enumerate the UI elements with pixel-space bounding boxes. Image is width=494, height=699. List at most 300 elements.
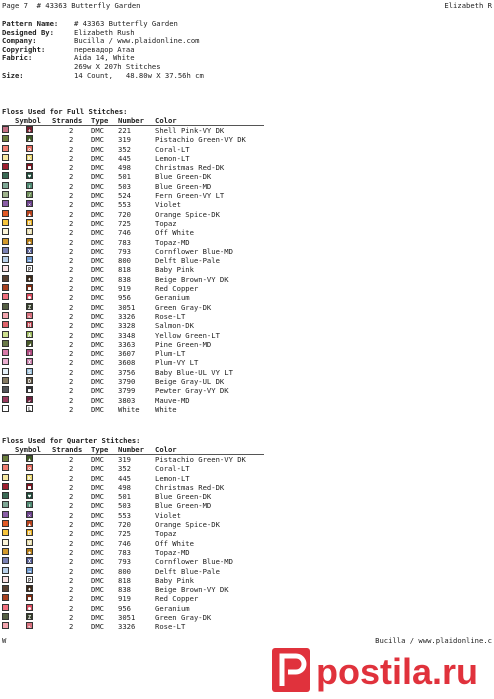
floss-color-swatch <box>2 172 9 179</box>
floss-number: 501 <box>118 492 131 502</box>
floss-color-name: Geranium <box>155 603 190 613</box>
floss-color-name: Shell Pink-VY DK <box>155 126 225 135</box>
floss-type: DMC <box>91 482 104 492</box>
floss-symbol: A <box>27 332 31 338</box>
footer-left-text: W <box>2 636 7 645</box>
floss-symbol: V <box>27 540 31 546</box>
floss-strands: 2 <box>69 246 74 256</box>
floss-type: DMC <box>91 135 104 145</box>
column-header: Color <box>155 445 177 454</box>
floss-symbol: ↑ <box>27 183 31 189</box>
floss-type: DMC <box>91 575 104 585</box>
floss-symbol: ♦ <box>27 587 31 593</box>
floss-number: 3363 <box>118 339 136 349</box>
floss-color-name: Beige Brown-VY DK <box>155 274 229 284</box>
column-header: Type <box>91 445 109 454</box>
floss-color-swatch <box>2 368 9 375</box>
floss-number: 838 <box>118 274 131 284</box>
floss-symbol: ↑ <box>27 503 31 509</box>
floss-symbol: → <box>27 258 31 264</box>
floss-type: DMC <box>91 594 104 604</box>
floss-color-swatch <box>2 321 9 328</box>
floss-symbol: ↑ <box>27 351 31 357</box>
floss-symbol: ■ <box>27 388 31 394</box>
floss-strands: 2 <box>69 274 74 284</box>
floss-type: DMC <box>91 172 104 182</box>
floss-strands: 2 <box>69 135 74 145</box>
floss-color-swatch <box>2 386 9 393</box>
floss-type: DMC <box>91 557 104 567</box>
floss-color-name: Red Copper <box>155 594 199 604</box>
floss-color-name: Delft Blue-Pale <box>155 566 220 576</box>
floss-strands: 2 <box>69 594 74 604</box>
floss-type: DMC <box>91 603 104 613</box>
floss-type: DMC <box>91 358 104 368</box>
floss-symbol: ▲ <box>27 457 31 462</box>
floss-number: 503 <box>118 501 131 511</box>
floss-type: DMC <box>91 473 104 483</box>
floss-color-name: Beige Brown-VY DK <box>155 585 229 595</box>
floss-symbol: ♥ <box>27 494 31 500</box>
watermark-text: postila.ru <box>316 651 479 692</box>
floss-type: DMC <box>91 274 104 284</box>
floss-number: 3051 <box>118 302 136 312</box>
floss-strands: 2 <box>69 603 74 613</box>
floss-strands: 2 <box>69 218 74 228</box>
info-label: Fabric: <box>2 53 33 63</box>
floss-number: 3790 <box>118 377 136 387</box>
info-label: Designed By: <box>2 27 54 37</box>
floss-color-name: Lemon-LT <box>155 153 190 163</box>
floss-color-name: Geranium <box>155 293 190 303</box>
floss-number: 352 <box>118 464 131 474</box>
floss-number: 783 <box>118 237 131 247</box>
floss-number: 720 <box>118 209 131 219</box>
floss-strands: 2 <box>69 575 74 585</box>
floss-color-swatch <box>2 474 9 481</box>
info-value: 14 Count, 48.80w X 37.56h cm <box>74 70 204 80</box>
floss-strands: 2 <box>69 339 74 349</box>
full-stitches-divider <box>2 125 264 126</box>
column-header: Number <box>118 116 144 125</box>
column-header: Symbol <box>15 445 41 454</box>
info-label: Pattern Name: <box>2 19 59 28</box>
floss-color-name: Mauve-MD <box>155 395 190 405</box>
floss-symbol: ✕ <box>27 512 31 518</box>
floss-type: DMC <box>91 510 104 520</box>
floss-number: 3326 <box>118 622 136 632</box>
floss-strands: 2 <box>69 349 74 359</box>
floss-color-swatch <box>2 182 9 189</box>
info-value: Bucilla / www.plaidonline.com <box>74 36 200 46</box>
floss-strands: 2 <box>69 501 74 511</box>
info-value: перевадор Атаа <box>74 44 135 54</box>
floss-symbol: Z <box>27 304 31 310</box>
floss-color-swatch <box>2 358 9 365</box>
floss-type: DMC <box>91 218 104 228</box>
info-row <box>2 72 204 81</box>
floss-color-name: Green Gray-DK <box>155 302 212 312</box>
floss-symbol: + <box>27 128 31 133</box>
floss-symbol: S <box>27 369 31 375</box>
floss-color-name: Rose-LT <box>155 622 186 632</box>
floss-type: DMC <box>91 395 104 405</box>
floss-number: 501 <box>118 172 131 182</box>
column-header: Number <box>118 445 144 454</box>
info-value: 269w X 207h Stitches <box>74 61 161 71</box>
floss-type: DMC <box>91 520 104 530</box>
floss-symbol: P <box>27 267 31 273</box>
floss-symbol: ▲ <box>27 522 31 528</box>
floss-color-swatch <box>2 349 9 356</box>
floss-color-swatch <box>2 228 9 235</box>
floss-number: 221 <box>118 126 131 135</box>
floss-number: 793 <box>118 246 131 256</box>
floss-color-swatch <box>2 613 9 620</box>
floss-color-name: Fern Green-VY LT <box>155 191 225 201</box>
floss-number: 3756 <box>118 367 136 377</box>
floss-number: 800 <box>118 256 131 266</box>
floss-number: 3328 <box>118 321 136 331</box>
floss-symbol: Z <box>27 615 31 621</box>
floss-color-name: Violet <box>155 510 181 520</box>
page-header-author: Elizabeth R <box>444 1 492 10</box>
floss-symbol: X <box>27 559 31 565</box>
floss-number: 725 <box>118 529 131 539</box>
floss-type: DMC <box>91 501 104 511</box>
floss-number: 503 <box>118 181 131 191</box>
floss-type: DMC <box>91 613 104 623</box>
column-header: Color <box>155 116 177 125</box>
floss-type: DMC <box>91 464 104 474</box>
floss-type: DMC <box>91 237 104 247</box>
floss-color-swatch <box>2 256 9 263</box>
floss-type: DMC <box>91 228 104 238</box>
floss-symbol: ♦ <box>27 276 31 282</box>
floss-type: DMC <box>91 293 104 303</box>
floss-color-swatch <box>2 145 9 152</box>
floss-color-name: Beige Gray-UL DK <box>155 377 225 387</box>
floss-color-swatch <box>2 154 9 161</box>
floss-strands: 2 <box>69 538 74 548</box>
floss-color-swatch <box>2 126 9 133</box>
floss-color-name: Blue Green-DK <box>155 172 212 182</box>
floss-symbol: ↖ <box>27 624 31 630</box>
floss-symbol: → <box>27 568 31 574</box>
floss-color-name: Topaz-MD <box>155 547 190 557</box>
floss-color-name: Plum-LT <box>155 349 186 359</box>
floss-strands: 2 <box>69 191 74 201</box>
floss-type: DMC <box>91 349 104 359</box>
floss-strands: 2 <box>69 492 74 502</box>
floss-symbol: o <box>27 466 31 472</box>
floss-number: 838 <box>118 585 131 595</box>
floss-color-swatch <box>2 210 9 217</box>
floss-symbol: ◆ <box>27 549 31 555</box>
floss-number: 445 <box>118 153 131 163</box>
floss-strands: 2 <box>69 256 74 266</box>
floss-color-name: Off White <box>155 228 194 238</box>
floss-strands: 2 <box>69 265 74 275</box>
floss-color-name: Orange Spice-DK <box>155 209 220 219</box>
floss-color-swatch <box>2 548 9 555</box>
floss-color-name: Baby Pink <box>155 265 194 275</box>
floss-strands: 2 <box>69 520 74 530</box>
floss-type: DMC <box>91 126 104 135</box>
floss-strands: 2 <box>69 395 74 405</box>
floss-symbol: ■ <box>27 165 31 171</box>
floss-color-name: Baby Pink <box>155 575 194 585</box>
floss-number: 720 <box>118 520 131 530</box>
floss-color-name: Plum-VY LT <box>155 358 199 368</box>
floss-strands: 2 <box>69 181 74 191</box>
info-value: # 43363 Butterfly Garden <box>74 19 178 28</box>
floss-strands: 2 <box>69 622 74 632</box>
floss-color-name: Christmas Red-DK <box>155 163 225 173</box>
floss-symbol: X <box>27 360 31 366</box>
floss-color-name: Coral-LT <box>155 464 190 474</box>
floss-number: 956 <box>118 293 131 303</box>
floss-type: DMC <box>91 246 104 256</box>
floss-number: 553 <box>118 510 131 520</box>
floss-type: DMC <box>91 265 104 275</box>
floss-color-swatch <box>2 284 9 291</box>
floss-number: 352 <box>118 144 131 154</box>
floss-strands: 2 <box>69 358 74 368</box>
floss-color-swatch <box>2 501 9 508</box>
column-header: Type <box>91 116 109 125</box>
floss-color-swatch <box>2 557 9 564</box>
floss-symbol: / <box>27 193 31 199</box>
info-label: Company: <box>2 36 37 46</box>
floss-number: 783 <box>118 547 131 557</box>
floss-symbol: P <box>27 577 31 583</box>
floss-number: 919 <box>118 284 131 294</box>
floss-color-name: Pistachio Green-VY DK <box>155 135 246 145</box>
floss-number: 3607 <box>118 349 136 359</box>
floss-type: DMC <box>91 404 104 414</box>
floss-strands: 2 <box>69 377 74 387</box>
floss-type: DMC <box>91 144 104 154</box>
floss-color-name: Blue Green-DK <box>155 492 212 502</box>
floss-color-swatch <box>2 191 9 198</box>
floss-color-swatch <box>2 377 9 384</box>
floss-color-swatch <box>2 483 9 490</box>
floss-symbol: ↙ <box>27 397 31 403</box>
floss-strands: 2 <box>69 302 74 312</box>
floss-color-name: Violet <box>155 200 181 210</box>
floss-symbol: ◆ <box>27 239 31 245</box>
floss-color-swatch <box>2 511 9 518</box>
floss-number: 956 <box>118 603 131 613</box>
floss-strands: 2 <box>69 163 74 173</box>
floss-strands: 2 <box>69 585 74 595</box>
floss-number: White <box>118 404 140 414</box>
floss-number: 3799 <box>118 386 136 396</box>
floss-symbol: ♥ <box>27 174 31 180</box>
floss-type: DMC <box>91 566 104 576</box>
floss-type: DMC <box>91 367 104 377</box>
floss-color-name: White <box>155 404 177 414</box>
floss-color-swatch <box>2 331 9 338</box>
page-header-title: Page 7 # 43363 Butterfly Garden <box>2 1 141 10</box>
floss-type: DMC <box>91 455 104 464</box>
floss-strands: 2 <box>69 455 74 464</box>
floss-color-name: Pistachio Green-VY DK <box>155 455 246 464</box>
floss-number: 746 <box>118 228 131 238</box>
floss-symbol: ● <box>27 605 31 611</box>
info-label: Size: <box>2 70 24 80</box>
floss-color-name: Coral-LT <box>155 144 190 154</box>
floss-strands: 2 <box>69 386 74 396</box>
floss-color-swatch <box>2 567 9 574</box>
floss-symbol: ▲ <box>27 137 31 143</box>
floss-color-name: Lemon-LT <box>155 473 190 483</box>
floss-strands: 2 <box>69 367 74 377</box>
floss-color-name: Blue Green-MD <box>155 501 212 511</box>
floss-strands: 2 <box>69 172 74 182</box>
postila-logo-icon <box>272 648 310 692</box>
floss-number: 553 <box>118 200 131 210</box>
floss-color-swatch <box>2 275 9 282</box>
floss-strands: 2 <box>69 482 74 492</box>
floss-type: DMC <box>91 200 104 210</box>
floss-type: DMC <box>91 191 104 201</box>
floss-number: 3803 <box>118 395 136 405</box>
floss-color-swatch <box>2 405 9 412</box>
floss-color-swatch <box>2 585 9 592</box>
floss-strands: 2 <box>69 613 74 623</box>
floss-type: DMC <box>91 339 104 349</box>
floss-symbol: ● <box>27 295 31 301</box>
floss-color-name: Cornflower Blue-MD <box>155 557 233 567</box>
floss-number: 319 <box>118 135 131 145</box>
floss-number: 800 <box>118 566 131 576</box>
floss-symbol: ■ <box>27 484 31 490</box>
floss-type: DMC <box>91 330 104 340</box>
floss-number: 919 <box>118 594 131 604</box>
floss-color-name: Topaz-MD <box>155 237 190 247</box>
floss-type: DMC <box>91 538 104 548</box>
floss-number: 498 <box>118 163 131 173</box>
footer-site-text: Bucilla / www.plaidonline.c <box>375 636 492 645</box>
floss-strands: 2 <box>69 529 74 539</box>
floss-strands: 2 <box>69 228 74 238</box>
floss-strands: 2 <box>69 311 74 321</box>
floss-symbol: L <box>27 406 31 412</box>
floss-type: DMC <box>91 181 104 191</box>
column-header: Strands <box>52 116 83 125</box>
floss-color-name: Pewter Gray-VY DK <box>155 386 229 396</box>
floss-type: DMC <box>91 547 104 557</box>
floss-color-swatch <box>2 539 9 546</box>
floss-color-swatch <box>2 594 9 601</box>
floss-color-name: Topaz <box>155 529 177 539</box>
floss-color-name: Off White <box>155 538 194 548</box>
floss-color-swatch <box>2 529 9 536</box>
floss-color-swatch <box>2 576 9 583</box>
floss-symbol: V <box>27 230 31 236</box>
floss-type: DMC <box>91 311 104 321</box>
column-header: Strands <box>52 445 83 454</box>
floss-color-swatch <box>2 455 9 462</box>
floss-color-swatch <box>2 247 9 254</box>
floss-symbol: B <box>27 220 31 226</box>
floss-strands: 2 <box>69 293 74 303</box>
floss-symbol: B <box>27 531 31 537</box>
floss-strands: 2 <box>69 557 74 567</box>
floss-symbol: K <box>27 155 31 161</box>
floss-symbol: ▲ <box>27 211 31 217</box>
floss-color-swatch <box>2 520 9 527</box>
floss-symbol: D <box>27 379 31 385</box>
floss-type: DMC <box>91 386 104 396</box>
floss-color-name: Salmon-DK <box>155 321 194 331</box>
floss-symbol: o <box>27 146 31 152</box>
floss-type: DMC <box>91 284 104 294</box>
floss-number: 319 <box>118 455 131 464</box>
floss-number: 445 <box>118 473 131 483</box>
floss-color-swatch <box>2 622 9 629</box>
floss-color-swatch <box>2 135 9 142</box>
floss-color-swatch <box>2 265 9 272</box>
floss-number: 793 <box>118 557 131 567</box>
floss-strands: 2 <box>69 200 74 210</box>
floss-type: DMC <box>91 622 104 632</box>
floss-symbol: ■ <box>27 286 31 292</box>
floss-color-swatch <box>2 492 9 499</box>
floss-strands: 2 <box>69 464 74 474</box>
floss-number: 818 <box>118 575 131 585</box>
floss-number: 725 <box>118 218 131 228</box>
floss-color-swatch <box>2 604 9 611</box>
floss-color-name: Orange Spice-DK <box>155 520 220 530</box>
column-header: Symbol <box>15 116 41 125</box>
floss-color-swatch <box>2 293 9 300</box>
quarter-stitches-title: Floss Used for Quarter Stitches: <box>2 436 141 445</box>
floss-strands: 2 <box>69 473 74 483</box>
floss-color-swatch <box>2 312 9 319</box>
floss-color-name: Christmas Red-DK <box>155 482 225 492</box>
floss-type: DMC <box>91 163 104 173</box>
floss-number: 3051 <box>118 613 136 623</box>
floss-color-swatch <box>2 163 9 170</box>
floss-number: 524 <box>118 191 131 201</box>
info-label: Copyright: <box>2 44 46 54</box>
floss-symbol: ■ <box>27 596 31 602</box>
floss-strands: 2 <box>69 209 74 219</box>
floss-color-swatch <box>2 200 9 207</box>
floss-number: 3608 <box>118 358 136 368</box>
floss-number: 498 <box>118 482 131 492</box>
floss-strands: 2 <box>69 330 74 340</box>
floss-color-name: Yellow Green-LT <box>155 330 220 340</box>
floss-strands: 2 <box>69 404 74 414</box>
floss-type: DMC <box>91 153 104 163</box>
floss-color-name: Blue Green-MD <box>155 181 212 191</box>
full-stitches-title: Floss Used for Full Stitches: <box>2 107 128 116</box>
floss-color-swatch <box>2 219 9 226</box>
floss-number: 818 <box>118 265 131 275</box>
floss-number: 3326 <box>118 311 136 321</box>
floss-type: DMC <box>91 529 104 539</box>
info-value: Elizabeth Rush <box>74 27 135 37</box>
postila-watermark <box>270 640 494 699</box>
floss-color-name: Pine Green-MD <box>155 339 212 349</box>
floss-type: DMC <box>91 492 104 502</box>
floss-color-name: Red Copper <box>155 284 199 294</box>
floss-color-name: Delft Blue-Pale <box>155 256 220 266</box>
